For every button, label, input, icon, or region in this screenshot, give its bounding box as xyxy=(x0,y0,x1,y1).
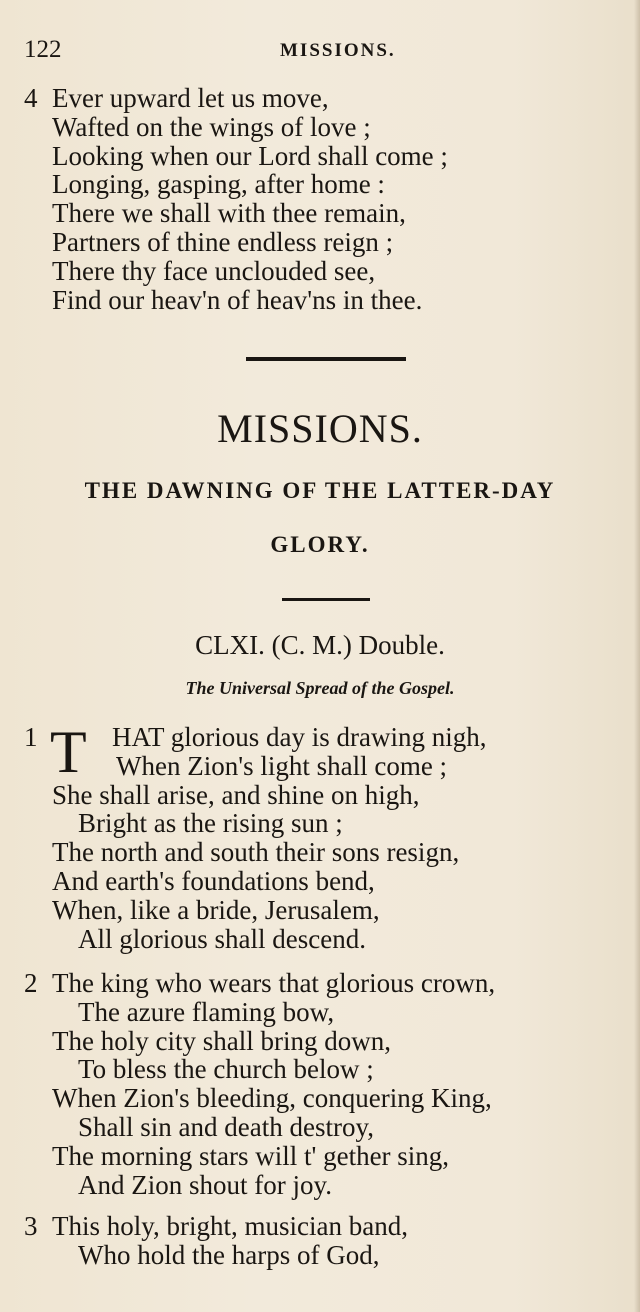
hymn-stanza-3 xyxy=(24,1212,624,1270)
section-title: MISSIONS. xyxy=(217,406,423,451)
verse-line: And Zion shout for joy. xyxy=(78,1169,332,1200)
stanza-prev-4 xyxy=(24,84,624,314)
verse-line: The morning stars will t' gether sing, xyxy=(52,1140,450,1171)
verse-line: HAT glorious day is drawing nigh, xyxy=(112,722,487,752)
verse-line: She shall arise, and shine on high, xyxy=(52,779,420,810)
stanza-number: 3 xyxy=(24,1211,38,1241)
verse-line: This holy, bright, musician band, xyxy=(52,1211,408,1241)
verse-line: There thy face unclouded see, xyxy=(52,255,376,286)
verse-line: The azure flaming bow, xyxy=(78,996,335,1027)
drop-cap: T xyxy=(50,719,87,785)
running-head: MISSIONS. xyxy=(280,40,396,61)
verse-line: To bless the church below ; xyxy=(78,1054,374,1085)
verse-line: Wafted on the wings of love ; xyxy=(52,111,371,142)
hymn-divider xyxy=(282,598,370,601)
verse-line: The holy city shall bring down, xyxy=(52,1025,391,1056)
verse-line: The king who wears that glorious crown, xyxy=(52,968,496,998)
verse-line: When, like a bride, Jerusalem, xyxy=(52,894,380,925)
verse-line: All glorious shall descend. xyxy=(78,923,366,954)
section-divider xyxy=(246,357,406,361)
verse-line: Looking when our Lord shall come ; xyxy=(52,140,448,171)
hymn-subheading: The Universal Spread of the Gospel. xyxy=(185,678,455,698)
verse-line: There we shall with thee remain, xyxy=(52,198,406,229)
verse-line: Bright as the rising sun ; xyxy=(78,808,343,839)
stanza-number: 2 xyxy=(24,968,38,998)
section-subtitle-line2: GLORY. xyxy=(270,532,370,557)
verse-line: The north and south their sons resign, xyxy=(52,837,460,868)
verse-line: Ever upward let us move, xyxy=(52,83,329,113)
hymn-heading: CLXI. (C. M.) Double. xyxy=(195,630,445,660)
verse-line: When Zion's bleeding, conquering King, xyxy=(52,1083,492,1114)
stanza-number: 1 xyxy=(24,722,38,752)
hymn-stanza-2 xyxy=(24,969,634,1199)
stanza-number: 4 xyxy=(24,83,38,113)
verse-line: Find our heav'n of heav'ns in thee. xyxy=(52,284,423,315)
verse-line: And earth's foundations bend, xyxy=(52,865,375,896)
verse-line: Longing, gasping, after home : xyxy=(52,169,385,200)
section-subtitle-line1: THE DAWNING OF THE LATTER-DAY xyxy=(84,478,556,503)
verse-line: Shall sin and death destroy, xyxy=(78,1111,374,1142)
verse-line: Partners of thine endless reign ; xyxy=(52,226,394,257)
page-header xyxy=(24,36,616,70)
verse-line: When Zion's light shall come ; xyxy=(116,750,448,781)
verse-line: Who hold the harps of God, xyxy=(78,1239,380,1270)
hymn-stanza-1 xyxy=(24,719,624,954)
page-number: 122 xyxy=(24,36,62,63)
